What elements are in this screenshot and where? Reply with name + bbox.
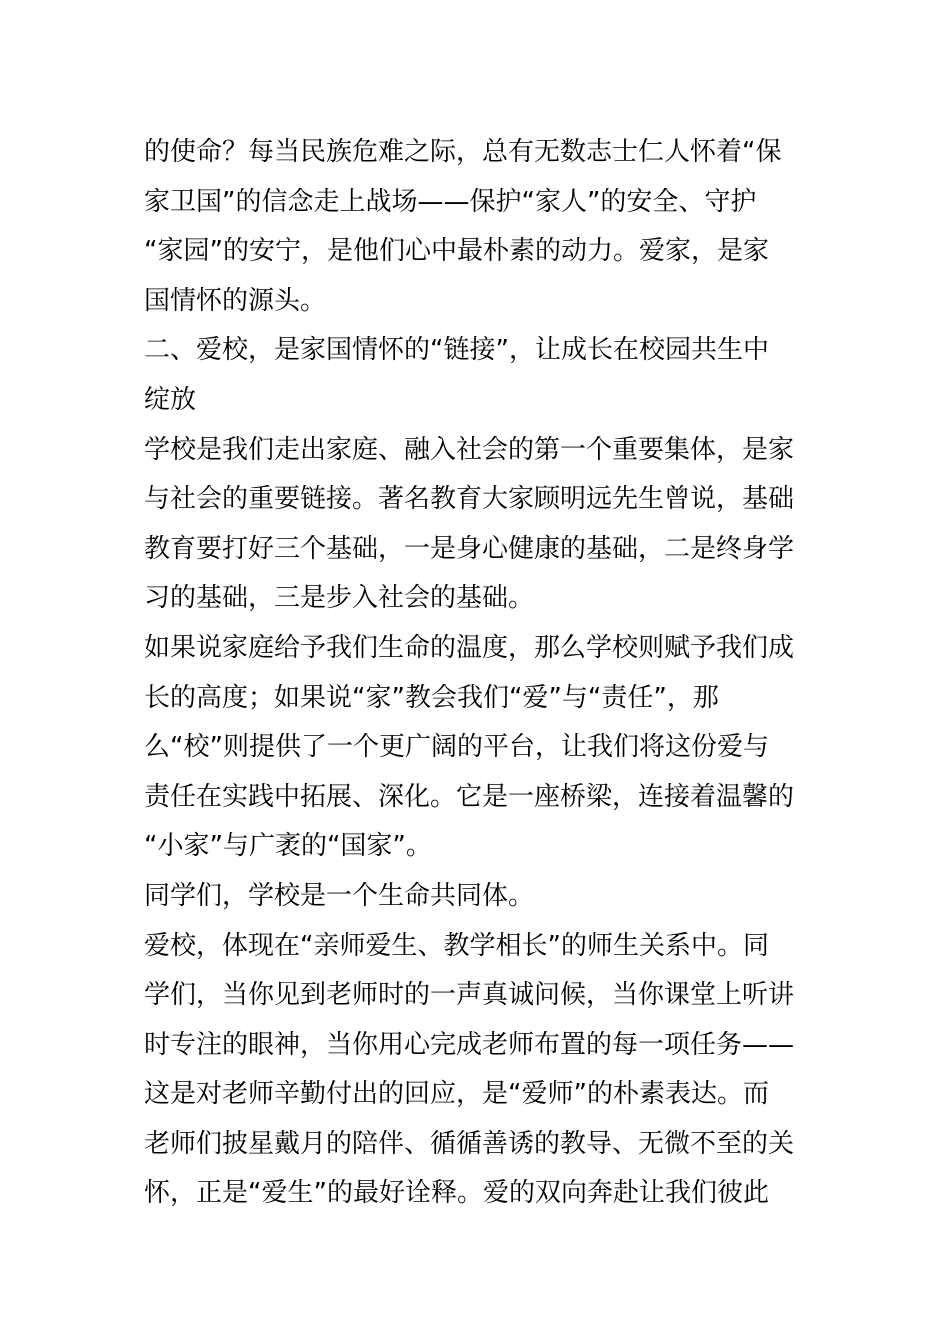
text-line: 同学们，学校是一个生命共同体。 xyxy=(144,880,535,911)
text-line: “家园”的安宁，是他们心中最朴素的动力。爱家，是家 xyxy=(144,236,769,267)
text-line: 与社会的重要链接。著名教育大家顾明远先生曾说，基础 xyxy=(144,484,795,515)
text-line: 老师们披星戴月的陪伴、循循善诱的教导、无微不至的关 xyxy=(144,1128,795,1159)
text-line: 怀，正是“爱生”的最好诠释。爱的双向奔赴让我们彼此 xyxy=(144,1178,769,1209)
text-line: 这是对老师辛勤付出的回应，是“爱师”的朴素表达。而 xyxy=(144,1079,769,1110)
text-line: 爱校，体现在“亲师爱生、教学相长”的师生关系中。同 xyxy=(144,930,769,961)
text-line: 习的基础，三是步入社会的基础。 xyxy=(144,583,535,614)
document-body-text xyxy=(144,128,808,1219)
text-line: 长的高度；如果说“家”教会我们“爱”与“责任”，那 xyxy=(144,682,719,713)
text-line: “小家”与广袤的“国家”。 xyxy=(144,831,432,862)
text-line: 家卫国”的信念走上战场——保护“家人”的安全、守护 xyxy=(144,186,757,217)
text-line: 教育要打好三个基础，一是身心健康的基础，二是终身学 xyxy=(144,533,795,564)
text-line: 学们，当你见到老师时的一声真诚问候，当你课堂上听讲 xyxy=(144,980,795,1011)
text-line: 如果说家庭给予我们生命的温度，那么学校则赋予我们成 xyxy=(144,632,795,663)
text-line: 责任在实践中拓展、深化。它是一座桥梁，连接着温馨的 xyxy=(144,781,795,812)
section-heading-line: 绽放 xyxy=(144,384,197,415)
text-line: 国情怀的源头。 xyxy=(144,285,327,316)
text-line: 学校是我们走出家庭、融入社会的第一个重要集体，是家 xyxy=(144,434,795,465)
text-line: 的使命？每当民族危难之际，总有无数志士仁人怀着“保 xyxy=(144,137,782,167)
text-line: 时专注的眼神，当你用心完成老师布置的每一项任务—— xyxy=(144,1029,795,1060)
section-heading-line: 二、爱校，是家国情怀的“链接”，让成长在校园共生中 xyxy=(144,335,769,366)
text-line: 么“校”则提供了一个更广阔的平台，让我们将这份爱与 xyxy=(144,732,769,763)
